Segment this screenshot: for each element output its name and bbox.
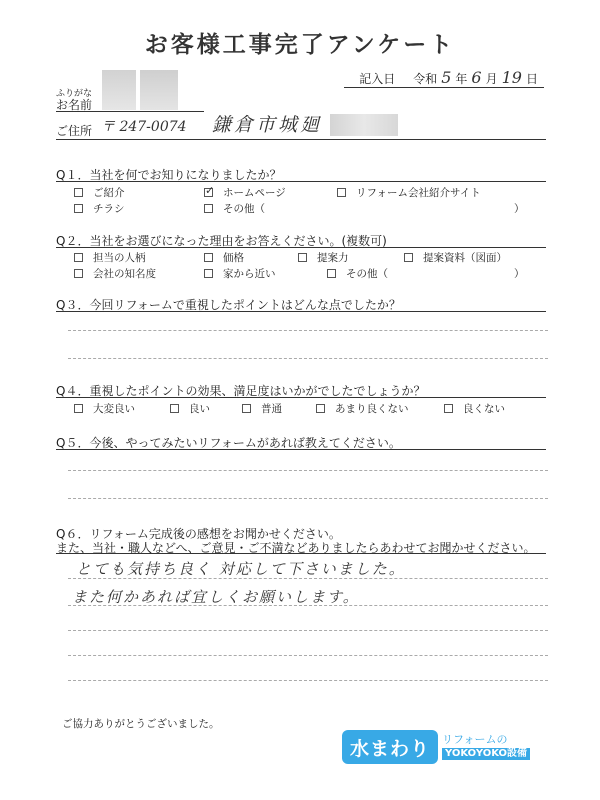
- q2-close-paren: ）: [514, 268, 525, 280]
- year-unit: 年: [455, 72, 468, 86]
- checkbox[interactable]: [316, 404, 325, 413]
- q6-answer-line1[interactable]: とても気持ち良く 対応して下さいました。: [76, 560, 406, 578]
- checkbox[interactable]: [337, 188, 346, 197]
- postal-mark: 〒: [101, 119, 115, 135]
- checkbox[interactable]: [74, 253, 83, 262]
- q1-option[interactable]: [204, 201, 265, 216]
- q1-option[interactable]: [74, 201, 125, 216]
- entry-day[interactable]: 19: [501, 68, 522, 87]
- q1-underline: [56, 181, 546, 182]
- option-label: 価格: [223, 252, 244, 264]
- address-underline: [56, 139, 546, 140]
- entry-date: [359, 68, 538, 87]
- option-label: 家から近い: [223, 268, 276, 280]
- q1-option[interactable]: [204, 185, 286, 200]
- answer-line[interactable]: [68, 630, 548, 631]
- address-redacted-block: [330, 114, 398, 136]
- option-label: その他（: [346, 268, 388, 280]
- option-label: リフォーム会社紹介サイト: [356, 187, 481, 199]
- q3-question: Q３．今回リフォームで重視したポイントはどんな点でしたか？: [56, 298, 401, 312]
- option-label: チラシ: [93, 203, 125, 215]
- option-label: ご紹介: [93, 187, 125, 199]
- checkbox[interactable]: [404, 253, 413, 262]
- answer-line[interactable]: [68, 655, 548, 656]
- option-label: ホームページ: [223, 187, 286, 199]
- q1-question: Q１．当社を何でお知りになりましたか？: [56, 168, 282, 182]
- furigana-label: ふりがな: [56, 89, 93, 99]
- entry-year[interactable]: 5: [441, 68, 452, 87]
- date-underline: [344, 87, 544, 88]
- checkbox[interactable]: [170, 404, 179, 413]
- answer-line[interactable]: [68, 358, 548, 359]
- answer-line[interactable]: [68, 680, 548, 681]
- month-unit: 月: [485, 72, 498, 86]
- checkbox[interactable]: [444, 404, 453, 413]
- option-label: 提案資料（図面）: [423, 252, 507, 264]
- checkbox[interactable]: [74, 188, 83, 197]
- checkbox[interactable]: [74, 269, 83, 278]
- q2-option[interactable]: [327, 266, 388, 281]
- checkbox[interactable]: [204, 253, 213, 262]
- entry-month[interactable]: 6: [471, 68, 482, 87]
- checkbox-checked[interactable]: [204, 188, 213, 197]
- answer-line[interactable]: [68, 605, 548, 606]
- q6-underline: [56, 553, 546, 554]
- option-label: 会社の知名度: [93, 268, 156, 280]
- address-label: ご住所: [56, 124, 93, 138]
- option-label: 普通: [261, 403, 282, 415]
- answer-line[interactable]: [68, 330, 548, 331]
- option-label: あまり良くない: [335, 403, 409, 415]
- q2-option[interactable]: [74, 266, 156, 281]
- answer-line[interactable]: [68, 498, 548, 499]
- option-label: 良くない: [463, 403, 505, 415]
- q3-underline: [56, 311, 546, 312]
- name-label: お名前: [56, 98, 93, 112]
- q2-option[interactable]: [404, 250, 507, 265]
- checkbox[interactable]: [74, 404, 83, 413]
- q4-option[interactable]: [170, 401, 210, 416]
- postal-code[interactable]: [101, 116, 187, 136]
- q4-option[interactable]: [242, 401, 282, 416]
- era-label: 令和: [413, 72, 438, 86]
- answer-line[interactable]: [68, 578, 548, 579]
- q4-option[interactable]: [74, 401, 135, 416]
- q4-question: Q４．重視したポイントの効果、満足度はいかがでしたでしょうか？: [56, 384, 426, 398]
- answer-line[interactable]: [68, 470, 548, 471]
- checkbox[interactable]: [204, 269, 213, 278]
- q2-question: Q２．当社をお選びになった理由をお答えください。(複数可): [56, 234, 387, 248]
- logo-sub2: YOKOYOKO設備: [442, 748, 530, 761]
- postal-code-value: 247-0074: [119, 119, 187, 135]
- q6-question: Q６．リフォーム完成後の感想をお聞かせください。: [56, 527, 341, 541]
- q5-question: Q５．今後、やってみたいリフォームがあれば教えてください。: [56, 436, 401, 450]
- thanks-message: ご協力ありがとうございました。: [62, 718, 220, 730]
- option-label: 担当の人柄: [93, 252, 146, 264]
- checkbox[interactable]: [242, 404, 251, 413]
- option-label: 提案力: [317, 252, 349, 264]
- q4-option[interactable]: [444, 401, 505, 416]
- day-unit: 日: [525, 72, 538, 86]
- q2-option[interactable]: [204, 266, 276, 281]
- option-label: 良い: [189, 403, 210, 415]
- logo-sub1: リフォームの: [442, 732, 508, 746]
- entry-date-label: 記入日: [359, 72, 396, 86]
- checkbox[interactable]: [74, 204, 83, 213]
- option-label: 大変良い: [93, 403, 135, 415]
- q4-option[interactable]: [316, 401, 409, 416]
- q2-option[interactable]: [298, 250, 349, 265]
- option-label: その他（: [223, 203, 265, 215]
- address-handwritten[interactable]: 鎌倉市城廻: [212, 114, 323, 136]
- checkbox[interactable]: [298, 253, 307, 262]
- q4-underline: [56, 397, 546, 398]
- q2-underline: [56, 247, 546, 248]
- q6-answer-line2[interactable]: また何かあれば宜しくお願いします。: [72, 588, 360, 606]
- name-redacted-block: [102, 70, 136, 110]
- company-logo: [342, 730, 530, 764]
- name-underline: [56, 111, 204, 112]
- page-title: お客様工事完了アンケート: [144, 32, 456, 58]
- q5-underline: [56, 449, 546, 450]
- logo-main-text: 水まわり: [342, 730, 438, 764]
- checkbox[interactable]: [204, 204, 213, 213]
- q1-option[interactable]: [74, 185, 125, 200]
- name-redacted-block: [140, 70, 178, 110]
- q1-close-paren: ）: [514, 203, 525, 215]
- q2-option[interactable]: [74, 250, 146, 265]
- q6-question-sub: また、当社・職人などへ、ご意見・ご不満などありましたらあわせてお聞かせください。: [56, 541, 536, 555]
- q2-option[interactable]: [204, 250, 244, 265]
- logo-subtext: [442, 734, 530, 760]
- checkbox[interactable]: [327, 269, 336, 278]
- q1-option[interactable]: [337, 185, 481, 200]
